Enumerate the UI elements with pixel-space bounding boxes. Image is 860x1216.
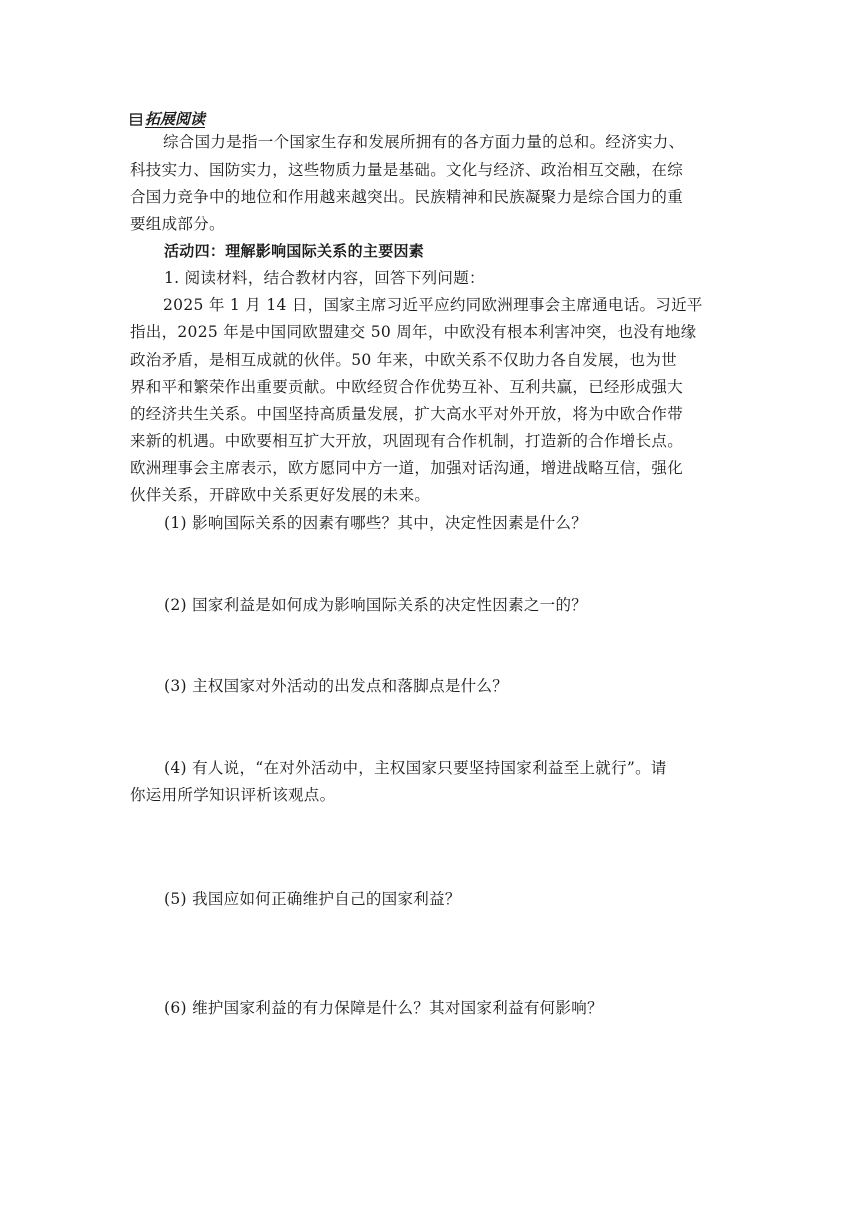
material-line: 指出，2025 年是中国同欧盟建交 50 周年，中欧没有根本利害冲突，也没有地缘 [130, 323, 697, 341]
material-line: 来新的机遇。中欧要相互扩大开放，巩固现有合作机制，打造新的合作增长点。 [130, 432, 684, 450]
extension-paragraph-line: 合国力竞争中的地位和作用越来越突出。民族精神和民族凝聚力是综合国力的重 [130, 188, 684, 206]
question-4-continued: 你运用所学知识评析该观点。 [130, 786, 336, 804]
question-2: (2) 国家利益是如何成为影响国际关系的决定性因素之一的？ [164, 596, 588, 614]
material-line: 伙伴关系，开辟欧中关系更好发展的未来。 [130, 486, 431, 504]
book-icon [130, 112, 142, 125]
material-line: 的经济共生关系。中国坚持高质量发展，扩大高水平对外开放，将为中欧合作带 [130, 405, 684, 423]
activity-title: 活动四：理解影响国际关系的主要因素 [164, 242, 425, 260]
material-line: 2025 年 1 月 14 日，国家主席习近平应约同欧洲理事会主席通电话。习近平 [163, 296, 703, 314]
question-1: (1) 影响国际关系的因素有哪些？其中，决定性因素是什么？ [164, 514, 588, 532]
extension-paragraph-line: 要组成部分。 [130, 215, 225, 233]
material-line: 界和平和繁荣作出重要贡献。中欧经贸合作优势互补、互利共赢，已经形成强大 [130, 378, 684, 396]
extension-paragraph-line: 综合国力是指一个国家生存和发展所拥有的各方面力量的总和。经济实力、 [163, 133, 685, 151]
extension-reading-title: 拓展阅读 [145, 110, 206, 128]
extension-paragraph-line: 科技实力、国防实力，这些物质力量是基础。文化与经济、政治相互交融，在综 [130, 161, 684, 179]
question-5: (5) 我国应如何正确维护自己的国家利益？ [164, 890, 461, 908]
question-3: (3) 主权国家对外活动的出发点和落脚点是什么？ [164, 677, 509, 695]
extension-reading-heading [130, 108, 205, 129]
material-line: 欧洲理事会主席表示，欧方愿同中方一道，加强对话沟通，增进战略互信，强化 [130, 459, 684, 477]
activity-instruction: 1. 阅读材料，结合教材内容，回答下列问题： [164, 269, 485, 287]
material-line: 政治矛盾，是相互成就的伙伴。50 年来，中欧关系不仅助力各自发展，也为世 [130, 351, 677, 369]
question-4: (4) 有人说，“在对外活动中，主权国家只要坚持国家利益至上就行”。请 [164, 759, 667, 777]
question-6: (6) 维护国家利益的有力保障是什么？其对国家利益有何影响？ [164, 999, 603, 1017]
